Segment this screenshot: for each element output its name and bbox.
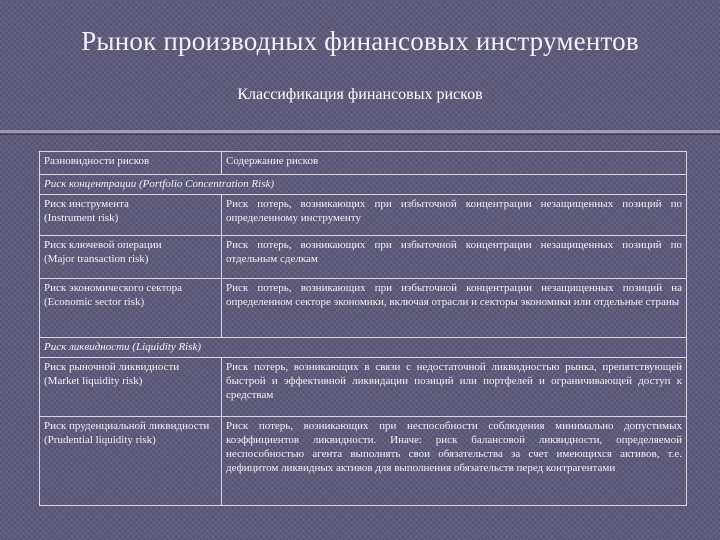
risk-name-cell <box>40 358 222 417</box>
risk-description: Риск потерь, возникающих при избыточной концентрации незащищенных позиций по определенному инструменту <box>222 195 687 236</box>
risk-name-en: (Major transaction risk) <box>44 253 149 265</box>
section-title-liquidity: Риск ликвидности (Liquidity Risk) <box>40 338 687 358</box>
risk-name-cell <box>40 279 222 338</box>
risk-name-en: (Instrument risk) <box>44 212 119 224</box>
divider-shadow <box>0 134 720 135</box>
risk-name: Риск пруденциальной ликвидности <box>44 420 210 432</box>
risk-description: Риск потерь, возникающих при избыточной концентрации незащищенных позиций по отдельным сделкам <box>222 236 687 279</box>
section-row-concentration <box>40 175 687 195</box>
table-row <box>40 279 687 338</box>
risk-name-cell <box>40 417 222 506</box>
table-header-row <box>40 152 687 175</box>
table-row <box>40 417 687 506</box>
divider-line <box>0 130 720 133</box>
risk-description: Риск потерь, возникающих при неспособности соблюдения минимально допустимых коэффициентов ликвидности. Иначе: риск балансовой ликвидности, определяемой неспособностью агента выполнять свои обязательства за счет имеющихся активов, т.е. дефицитом ликвидных активов для выполнения обязательств перед контрагентами <box>222 417 687 506</box>
risk-name-en: (Market liquidity risk) <box>44 375 143 387</box>
section-title-concentration: Риск концентрации (Portfolio Concentration Risk) <box>40 175 687 195</box>
risk-name-en: (Prudential liquidity risk) <box>44 434 156 446</box>
table-row <box>40 195 687 236</box>
table-row <box>40 358 687 417</box>
risk-name: Риск экономического сектора <box>44 282 182 294</box>
risk-name-en: (Economic sector risk) <box>44 296 145 308</box>
section-row-liquidity <box>40 338 687 358</box>
risk-description: Риск потерь, возникающих в связи с недостаточной ликвидностью рынка, препятствующей быстрой и эффективной ликвидации позиций или портфелей и ограничивающей доступ к средствам <box>222 358 687 417</box>
risk-name-cell <box>40 195 222 236</box>
slide-subtitle: Классификация финансовых рисков <box>237 86 483 103</box>
risk-name: Риск инструмента <box>44 198 129 210</box>
table-row <box>40 236 687 279</box>
header-risk-types: Разновидности рисков <box>40 152 222 175</box>
risk-name-cell <box>40 236 222 279</box>
slide-title: Рынок производных финансовых инструментов <box>81 26 639 56</box>
header-risk-content: Содержание рисков <box>222 152 687 175</box>
risk-classification-table <box>39 151 687 506</box>
risk-description: Риск потерь, возникающих при избыточной концентрации незащищенных позиций на определенном секторе экономики, включая отрасли и секторы экономики или отдельные страны <box>222 279 687 338</box>
risk-name: Риск рыночной ликвидности <box>44 361 180 373</box>
risk-name: Риск ключевой операции <box>44 239 162 251</box>
